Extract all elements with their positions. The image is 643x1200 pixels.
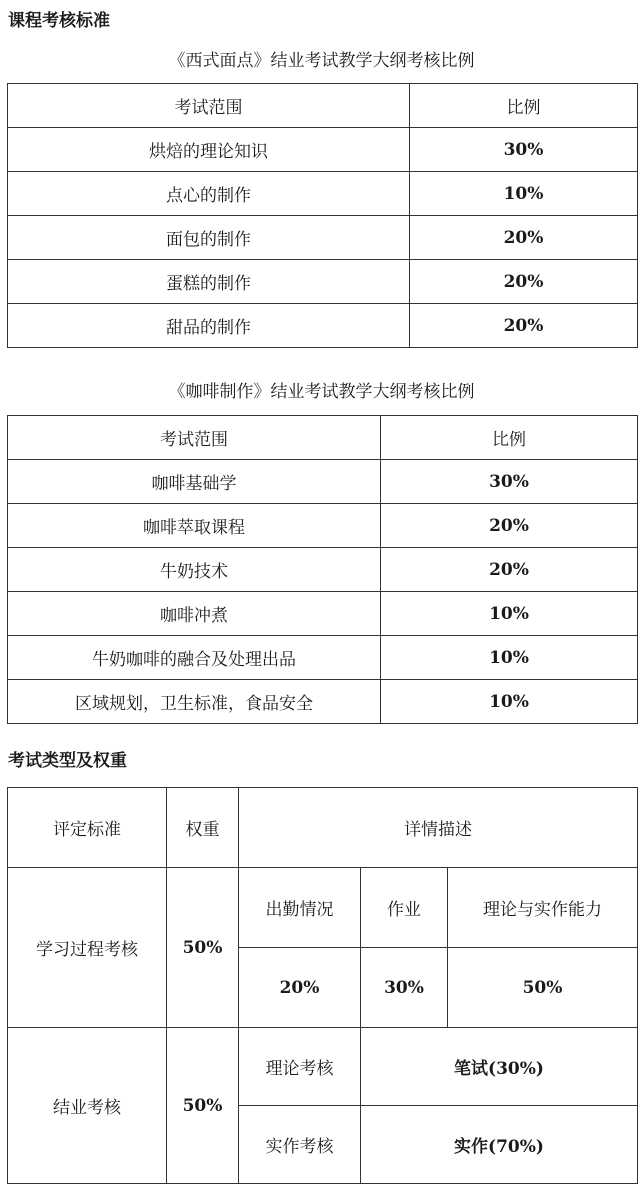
table-row bbox=[8, 868, 638, 948]
row-scope: 烘焙的理论知识 bbox=[8, 128, 410, 172]
table-row bbox=[8, 1028, 638, 1106]
section-heading-exam-types: 考试类型及权重 bbox=[8, 751, 127, 771]
row-scope: 牛奶咖啡的融合及处理出品 bbox=[8, 636, 381, 680]
row-scope: 蛋糕的制作 bbox=[8, 260, 410, 304]
row-scope: 牛奶技术 bbox=[8, 548, 381, 592]
row-ratio: 10% bbox=[381, 636, 638, 680]
theory-exam-label: 理论考核 bbox=[239, 1028, 361, 1106]
row-ratio: 30% bbox=[381, 460, 638, 504]
row-ratio: 20% bbox=[410, 260, 638, 304]
table-row bbox=[8, 128, 638, 172]
row-scope: 面包的制作 bbox=[8, 216, 410, 260]
table-row bbox=[8, 504, 638, 548]
written-exam-detail: 笔试(30%) bbox=[361, 1028, 638, 1106]
theory-practice-value: 50% bbox=[448, 948, 638, 1028]
table-row bbox=[8, 172, 638, 216]
table-header-row bbox=[8, 788, 638, 868]
header-ratio: 比例 bbox=[381, 416, 638, 460]
header-exam-scope: 考试范围 bbox=[8, 84, 410, 128]
table-row bbox=[8, 548, 638, 592]
table-header-row bbox=[8, 416, 638, 460]
row-scope: 咖啡冲煮 bbox=[8, 592, 381, 636]
table1-caption: 《西式面点》结业考试教学大纲考核比例 bbox=[168, 51, 475, 71]
row-scope: 区域规划，卫生标准，食品安全 bbox=[8, 680, 381, 724]
row-scope: 点心的制作 bbox=[8, 172, 410, 216]
header-ratio: 比例 bbox=[410, 84, 638, 128]
table-header-row bbox=[8, 84, 638, 128]
row-ratio: 30% bbox=[410, 128, 638, 172]
header-exam-scope: 考试范围 bbox=[8, 416, 381, 460]
attendance-value: 20% bbox=[239, 948, 361, 1028]
homework-value: 30% bbox=[361, 948, 448, 1028]
row-ratio: 20% bbox=[381, 504, 638, 548]
row-ratio: 10% bbox=[410, 172, 638, 216]
row-ratio: 20% bbox=[381, 548, 638, 592]
header-weight: 权重 bbox=[167, 788, 239, 868]
table-row bbox=[8, 260, 638, 304]
final-assessment-weight: 50% bbox=[167, 1028, 239, 1184]
coffee-making-table bbox=[7, 415, 638, 724]
table-row bbox=[8, 460, 638, 504]
row-scope: 咖啡基础学 bbox=[8, 460, 381, 504]
row-scope: 甜品的制作 bbox=[8, 304, 410, 348]
exam-weight-table bbox=[7, 787, 638, 1184]
practical-exam-label: 实作考核 bbox=[239, 1106, 361, 1184]
western-pastry-table bbox=[7, 83, 638, 348]
table-row bbox=[8, 680, 638, 724]
table2-caption: 《咖啡制作》结业考试教学大纲考核比例 bbox=[168, 382, 475, 402]
process-assessment-label: 学习过程考核 bbox=[8, 868, 167, 1028]
final-assessment-label: 结业考核 bbox=[8, 1028, 167, 1184]
row-scope: 咖啡萃取课程 bbox=[8, 504, 381, 548]
table-row bbox=[8, 636, 638, 680]
header-details: 详情描述 bbox=[239, 788, 638, 868]
row-ratio: 10% bbox=[381, 680, 638, 724]
header-criteria: 评定标准 bbox=[8, 788, 167, 868]
theory-practice-label: 理论与实作能力 bbox=[448, 868, 638, 948]
row-ratio: 20% bbox=[410, 304, 638, 348]
practical-exam-detail: 实作(70%) bbox=[361, 1106, 638, 1184]
row-ratio: 10% bbox=[381, 592, 638, 636]
table-row bbox=[8, 216, 638, 260]
table-row bbox=[8, 592, 638, 636]
attendance-label: 出勤情况 bbox=[239, 868, 361, 948]
homework-label: 作业 bbox=[361, 868, 448, 948]
row-ratio: 20% bbox=[410, 216, 638, 260]
table-row bbox=[8, 304, 638, 348]
section-heading-course-standards: 课程考核标准 bbox=[8, 11, 110, 31]
process-assessment-weight: 50% bbox=[167, 868, 239, 1028]
